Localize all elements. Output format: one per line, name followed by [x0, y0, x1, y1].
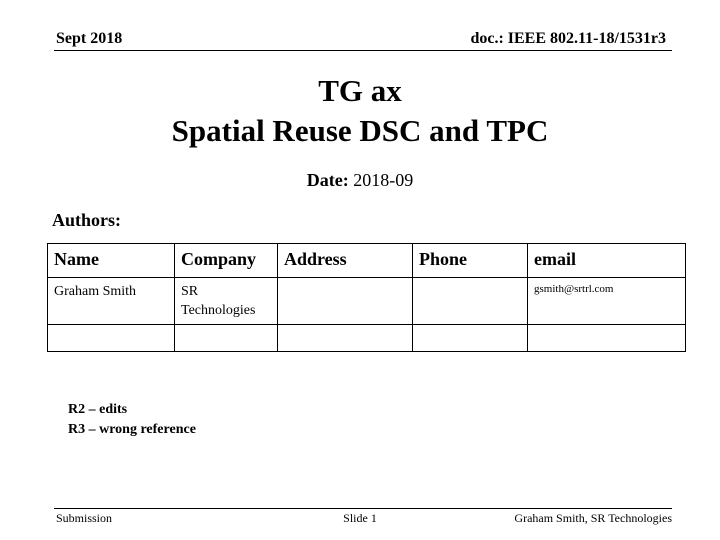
- date-label: Date:: [306, 170, 349, 190]
- authors-label: Authors:: [52, 210, 122, 230]
- author-phone-cell: [413, 325, 528, 352]
- header-date: Sept 2018: [56, 30, 123, 47]
- column-header-name: Name: [48, 244, 175, 278]
- table-row: [48, 325, 686, 352]
- revision-note: R3 – wrong reference: [68, 422, 196, 437]
- slide-title-line1: TG ax: [318, 73, 402, 108]
- author-email-cell: gsmith@srtrl.com: [528, 278, 686, 325]
- column-header-company: Company: [175, 244, 278, 278]
- footer-slide-number: Slide 1: [343, 511, 377, 525]
- header-doc-id: doc.: IEEE 802.11-18/1531r3: [470, 30, 666, 47]
- slide-title-line2: Spatial Reuse DSC and TPC: [171, 113, 549, 148]
- revision-note: R2 – edits: [68, 402, 128, 417]
- author-name-cell: Graham Smith: [48, 278, 175, 325]
- author-name-cell: [48, 325, 175, 352]
- footer-divider: [54, 508, 672, 509]
- date-value: 2018-09: [353, 170, 414, 190]
- revision-notes: [68, 400, 196, 440]
- column-header-address: Address: [278, 244, 413, 278]
- footer-submission: Submission: [56, 511, 113, 525]
- author-address-cell: [278, 325, 413, 352]
- authors-table: [47, 243, 686, 352]
- date-line: [0, 170, 720, 191]
- author-company-cell: SR Technologies: [175, 278, 278, 325]
- table-row: [48, 278, 686, 325]
- author-address-cell: [278, 278, 413, 325]
- footer-author: Graham Smith, SR Technologies: [514, 511, 672, 525]
- table-header-row: [48, 244, 686, 278]
- author-company-cell: [175, 325, 278, 352]
- column-header-phone: Phone: [413, 244, 528, 278]
- author-phone-cell: [413, 278, 528, 325]
- column-header-email: email: [528, 244, 686, 278]
- author-email-cell: [528, 325, 686, 352]
- header-divider: [54, 50, 672, 51]
